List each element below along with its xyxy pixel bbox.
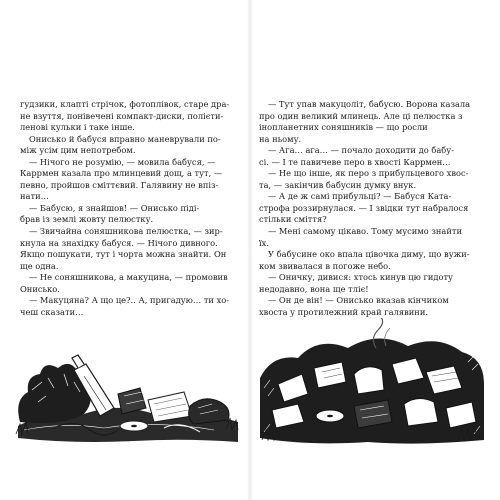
left-page [0, 0, 248, 500]
paragraph: — Тут упав макуцоліт, бабусю. Ворона казала про один великий млинець. Але ці пелюстка з інопланетних соняшників — що росли на ньому. [259, 99, 471, 144]
paragraph: — Мені самому цікаво. Тому мусимо знайти їх. [259, 226, 462, 248]
paragraph: — Макуцяна? А що це?.. А, пригадую… ти хо- чеш сказати… [20, 295, 230, 317]
paragraph: — Не соняшникова, а макуцина, — промовив Онисько. [20, 272, 228, 294]
trash-illustration-right [258, 318, 486, 448]
paragraph: Онисько й бабуся вправно маневрували по- між усім цим непотребом. [20, 133, 221, 156]
paragraph: — Бабусю, я знайшов! — Онисько піді- брав із землі жовту пелюстку. [20, 202, 200, 225]
trash-drawing-right [258, 318, 486, 448]
paragraph: гудзики, клапті стрічок, фотоплівок, старе дра- не взуття, понівечені компакт-диски, полієти- ленові кульки і таке інше. [20, 99, 230, 133]
paragraph: — Не що інше, як перо з прибульцевого хвос- та, — закінчив бабусин думку внук. [259, 168, 469, 190]
paragraph: — Звичайна соняшникова пелюстка, — зир- кнула на знахідку бабуся. — Нічого дивного. Якщо пошукати, тут і чорта можна знайти. Он ще одна. [20, 226, 227, 271]
paragraph: У бабусине око впала цівочка диму, що вужи- ком звивалася в погоже небо. [259, 249, 470, 271]
trash-drawing-left [14, 330, 242, 445]
left-page-text [20, 99, 240, 318]
paragraph: — Ага… ага… — почало доходити до бабу- сі. — І те павичеве перо в хвості Каррмен… [259, 145, 454, 167]
right-page-text [259, 99, 479, 318]
trash-illustration-left [14, 330, 242, 445]
paragraph: — Оничку, дивися: хтось кинув цю гидоту недодавно, вона ще тліє! [259, 272, 453, 294]
paragraph: — Он де він! — Онисько вказав кінчиком хвоста у протилежний край галявини. [259, 295, 449, 317]
paragraph: — Нічого не розумію, — мовила бабуся, — Каррмен казала про млинцевий дощ, а тут, — певно, пройшов сміттєвий. Галявину не впіз- нати… [20, 156, 223, 202]
paragraph: — А де ж самі прибульці? — Бабуся Ката- строфа роззирнулася. — І звідки тут набралося стільки сміття? [259, 191, 469, 225]
